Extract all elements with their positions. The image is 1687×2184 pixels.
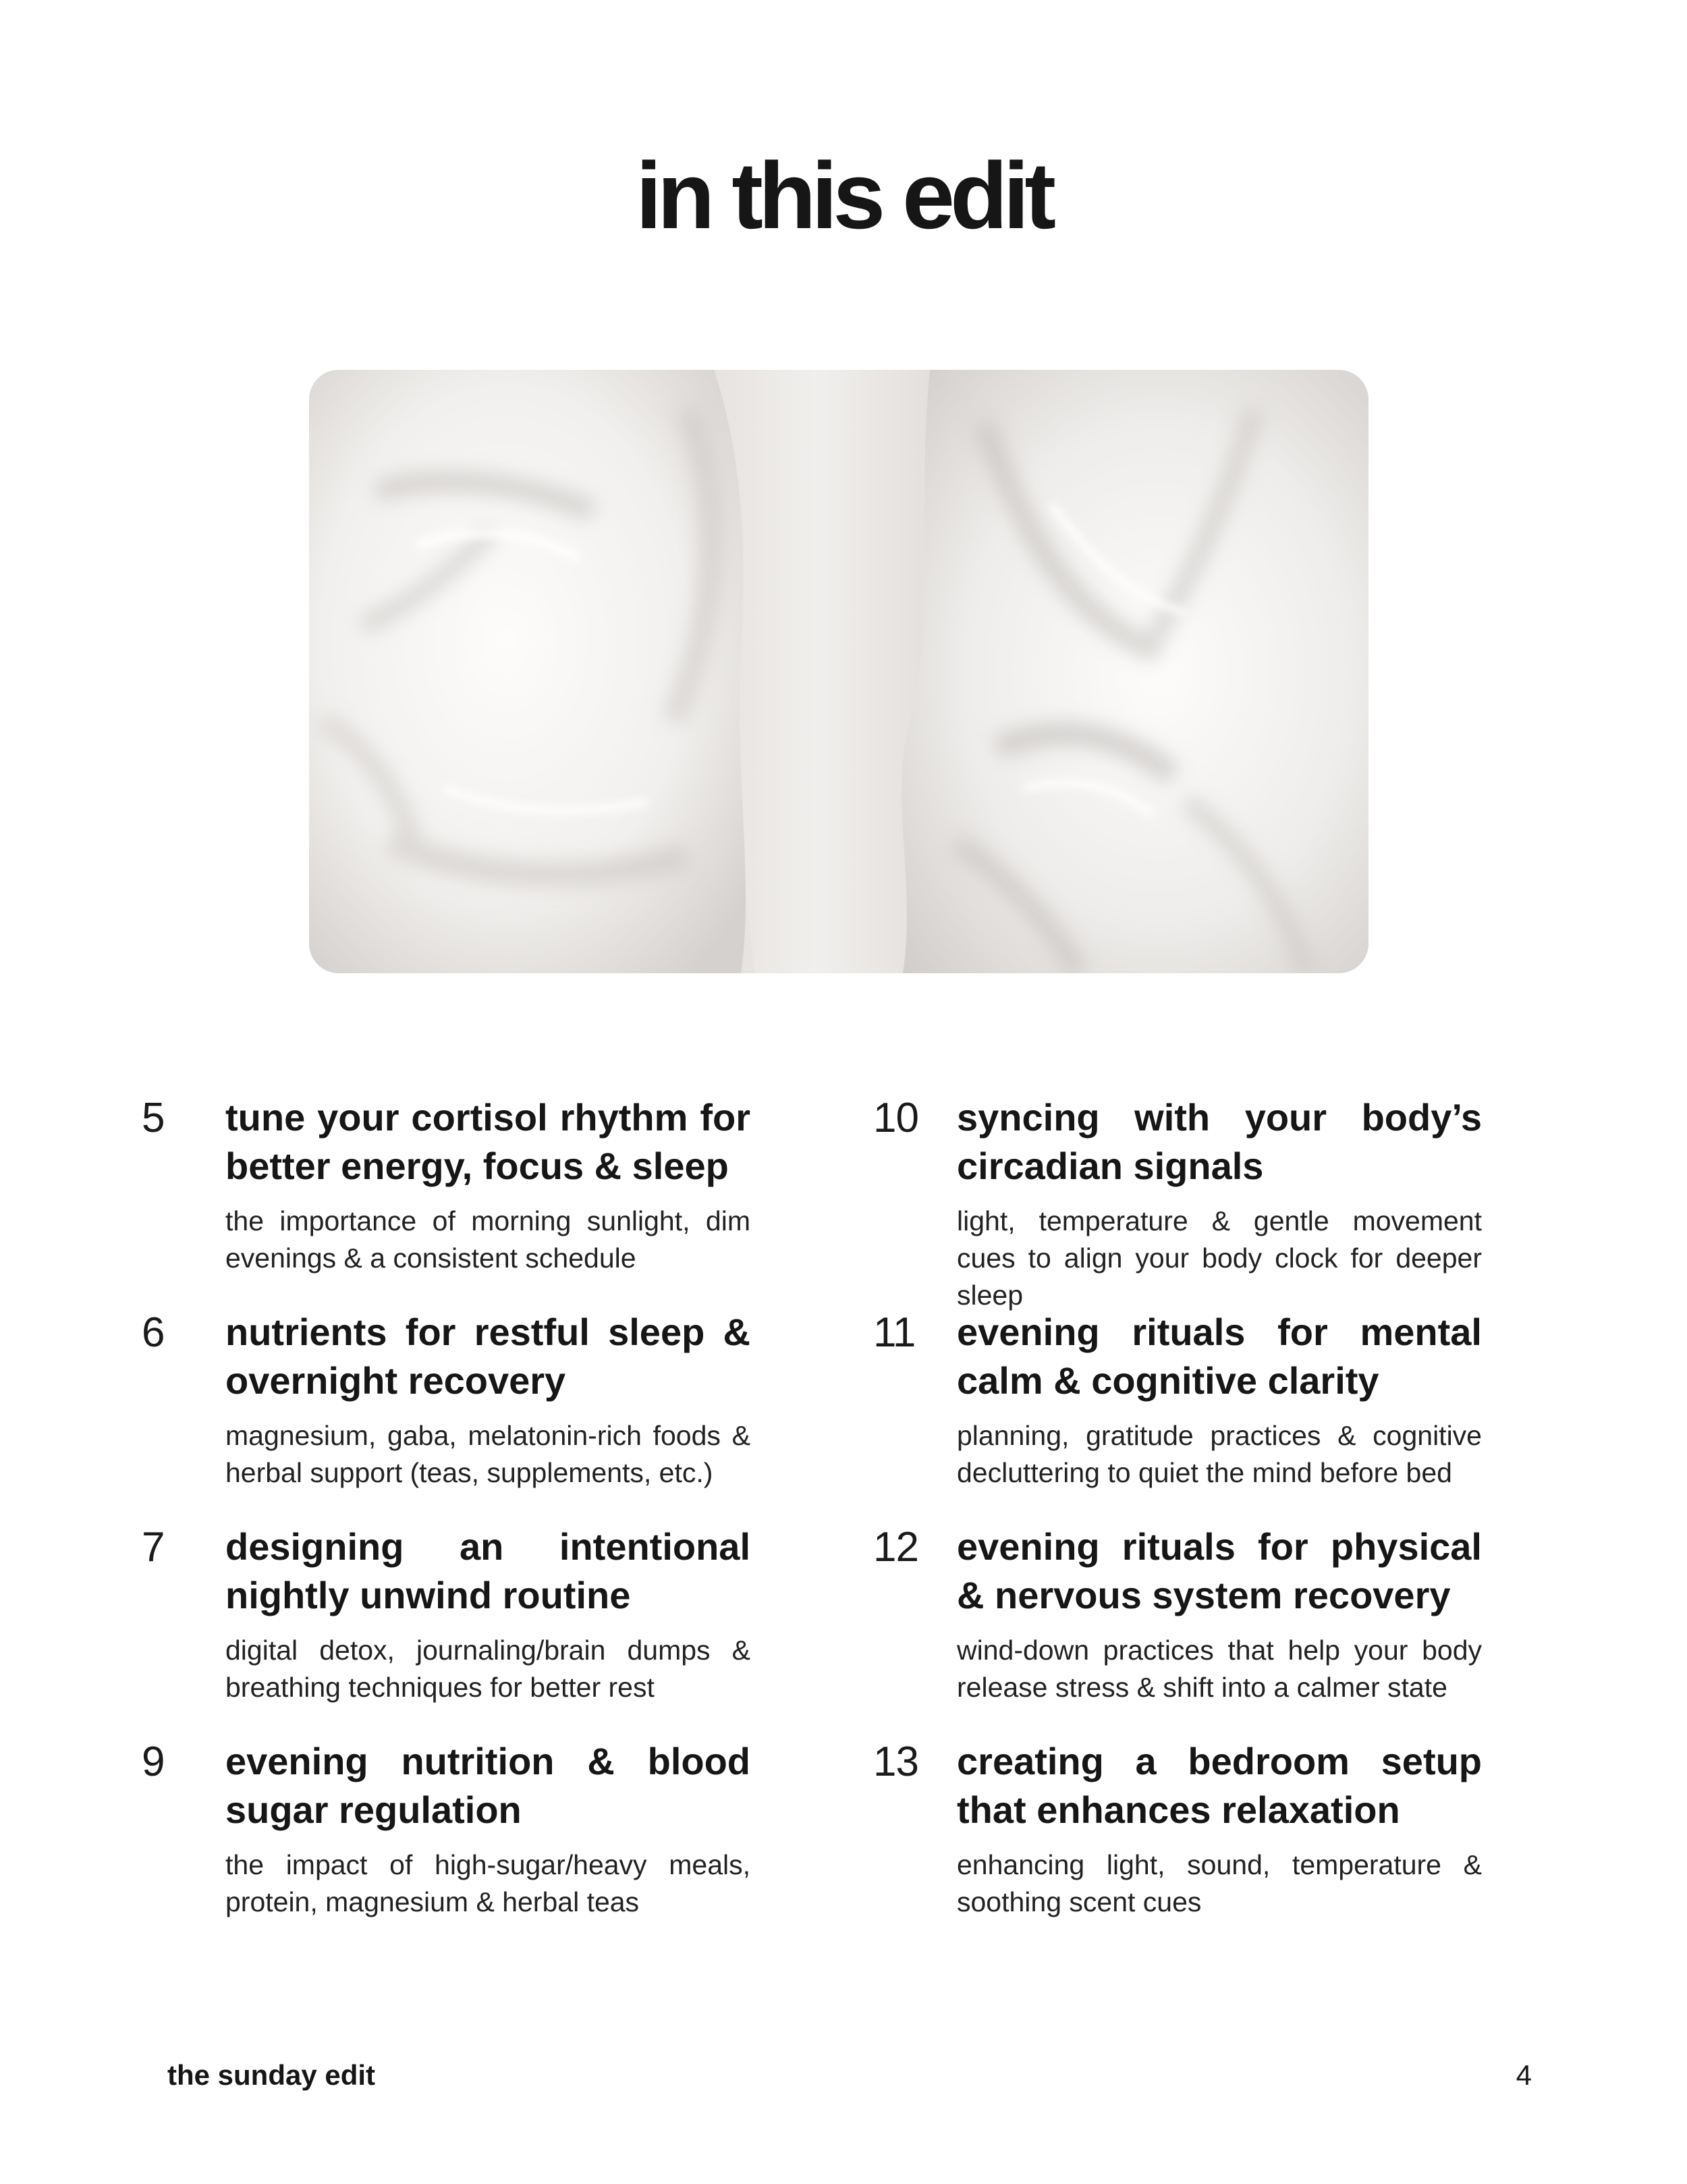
toc-entry-title: creating a bedroom setup that enhances relaxation <box>957 1740 1482 1831</box>
toc-entry[interactable] <box>142 1737 749 1952</box>
toc-entry-title: syncing with your body’s circadian signals <box>957 1096 1482 1187</box>
toc-entry-description: digital detox, journaling/brain dumps & breathing techniques for better rest <box>225 1635 750 1703</box>
footer-brand: the sunday edit <box>167 2059 376 2091</box>
toc-entry-description: magnesium, gaba, melatonin-rich foods & herbal support (teas, supplements, etc.) <box>225 1420 750 1488</box>
toc-entry-title: evening nutrition & blood sugar regulation <box>225 1740 750 1831</box>
page-title: in this edit <box>636 142 1051 248</box>
toc-entry[interactable] <box>873 1523 1481 1737</box>
toc-column-left <box>142 1093 749 1952</box>
toc-entry[interactable] <box>142 1093 749 1308</box>
toc-entry-title: evening rituals for physical & nervous system recovery <box>957 1525 1482 1616</box>
toc-page-number: 5 <box>142 1095 165 1141</box>
toc-entry-description: the importance of morning sunlight, dim evenings & a consistent schedule <box>225 1205 750 1274</box>
toc-entry[interactable] <box>873 1308 1481 1523</box>
toc-entry[interactable] <box>873 1737 1481 1952</box>
toc-entry[interactable] <box>873 1093 1482 1311</box>
toc-page-number: 12 <box>873 1524 918 1571</box>
toc-entry-title: nutrients for restful sleep & overnight recovery <box>225 1311 750 1402</box>
footer-page-number: 4 <box>1516 2059 1532 2091</box>
toc-entry-description: light, temperature & gentle movement cues to align your body clock for deeper sleep <box>957 1205 1482 1311</box>
toc-entry-title: evening rituals for mental calm & cognitive clarity <box>957 1311 1482 1402</box>
toc-entry[interactable] <box>142 1523 749 1737</box>
toc-page-number: 7 <box>142 1524 165 1571</box>
toc-page-number: 9 <box>142 1739 165 1785</box>
toc-entry[interactable] <box>142 1308 749 1523</box>
toc-page-number: 10 <box>873 1095 918 1141</box>
toc-entry-title: tune your cortisol rhythm for better energy, focus & sleep <box>225 1096 750 1187</box>
toc-entry-description: wind-down practices that help your body release stress & shift into a calmer state <box>957 1635 1482 1703</box>
toc-column-right <box>873 1093 1481 1952</box>
hero-image <box>309 370 1368 973</box>
toc-entry-description: the impact of high-sugar/heavy meals, protein, magnesium & herbal teas <box>225 1849 750 1917</box>
toc-entry-description: enhancing light, sound, temperature & soothing scent cues <box>957 1849 1482 1917</box>
toc-page-number: 6 <box>142 1309 165 1356</box>
toc-entry-description: planning, gratitude practices & cognitive decluttering to quiet the mind before bed <box>957 1420 1482 1488</box>
toc-entry-title: designing an intentional nightly unwind routine <box>225 1525 750 1616</box>
toc-page-number: 11 <box>873 1309 916 1356</box>
toc-page-number: 13 <box>873 1739 918 1785</box>
crumpled-white-bedding-photo <box>309 370 1368 973</box>
